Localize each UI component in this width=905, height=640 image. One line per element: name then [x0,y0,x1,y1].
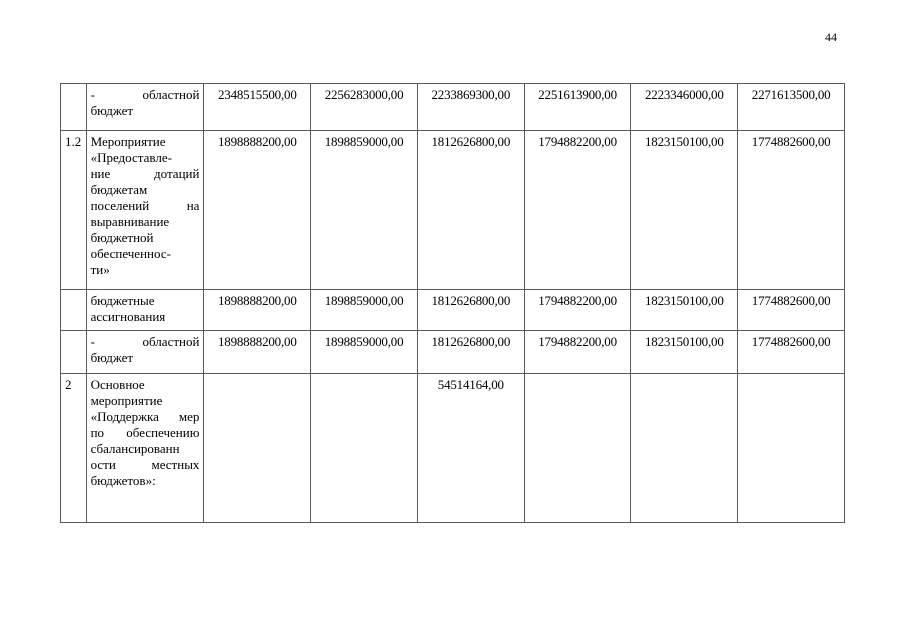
row-number: 2 [61,374,87,523]
value-cell: 1823150100,00 [631,331,738,374]
row-name: Основное мероприятие «Поддержка мер по обеспечению сбалансированн ости местных бюджетов»: [86,374,204,523]
row-number [61,331,87,374]
value-cell: 2256283000,00 [311,84,418,131]
value-cell: 1898888200,00 [204,131,311,290]
value-cell: 1898859000,00 [311,131,418,290]
value-cell: 1812626800,00 [417,331,524,374]
table-row [61,374,845,523]
value-cell: 1898888200,00 [204,290,311,331]
table-row [61,84,845,131]
table-row [61,290,845,331]
value-cell: 1898859000,00 [311,331,418,374]
budget-table [60,83,845,523]
value-cell: 2271613500,00 [738,84,845,131]
page-number: 44 [825,30,837,44]
value-cell [738,374,845,523]
row-name: - областной бюджет [86,84,204,131]
value-cell [631,374,738,523]
value-cell: 1794882200,00 [524,131,631,290]
value-cell: 1794882200,00 [524,290,631,331]
value-cell: 1898859000,00 [311,290,418,331]
value-cell: 1812626800,00 [417,290,524,331]
table-row [61,331,845,374]
table-row [61,131,845,290]
value-cell: 1812626800,00 [417,131,524,290]
row-number: 1.2 [61,131,87,290]
row-name: бюджетные ассигнования [86,290,204,331]
row-name: - областной бюджет [86,331,204,374]
value-cell: 1898888200,00 [204,331,311,374]
value-cell: 1774882600,00 [738,131,845,290]
value-cell: 1794882200,00 [524,331,631,374]
value-cell: 2251613900,00 [524,84,631,131]
value-cell: 2223346000,00 [631,84,738,131]
row-name: Мероприятие «Предоставле- ние дотаций бюджетам поселений на выравнивание бюджетной обеспеченнос- ти» [86,131,204,290]
value-cell: 1823150100,00 [631,290,738,331]
value-cell: 1823150100,00 [631,131,738,290]
value-cell [311,374,418,523]
value-cell: 54514164,00 [417,374,524,523]
value-cell: 2233869300,00 [417,84,524,131]
value-cell [524,374,631,523]
value-cell: 2348515500,00 [204,84,311,131]
value-cell: 1774882600,00 [738,331,845,374]
row-number [61,290,87,331]
row-number [61,84,87,131]
value-cell [204,374,311,523]
value-cell: 1774882600,00 [738,290,845,331]
